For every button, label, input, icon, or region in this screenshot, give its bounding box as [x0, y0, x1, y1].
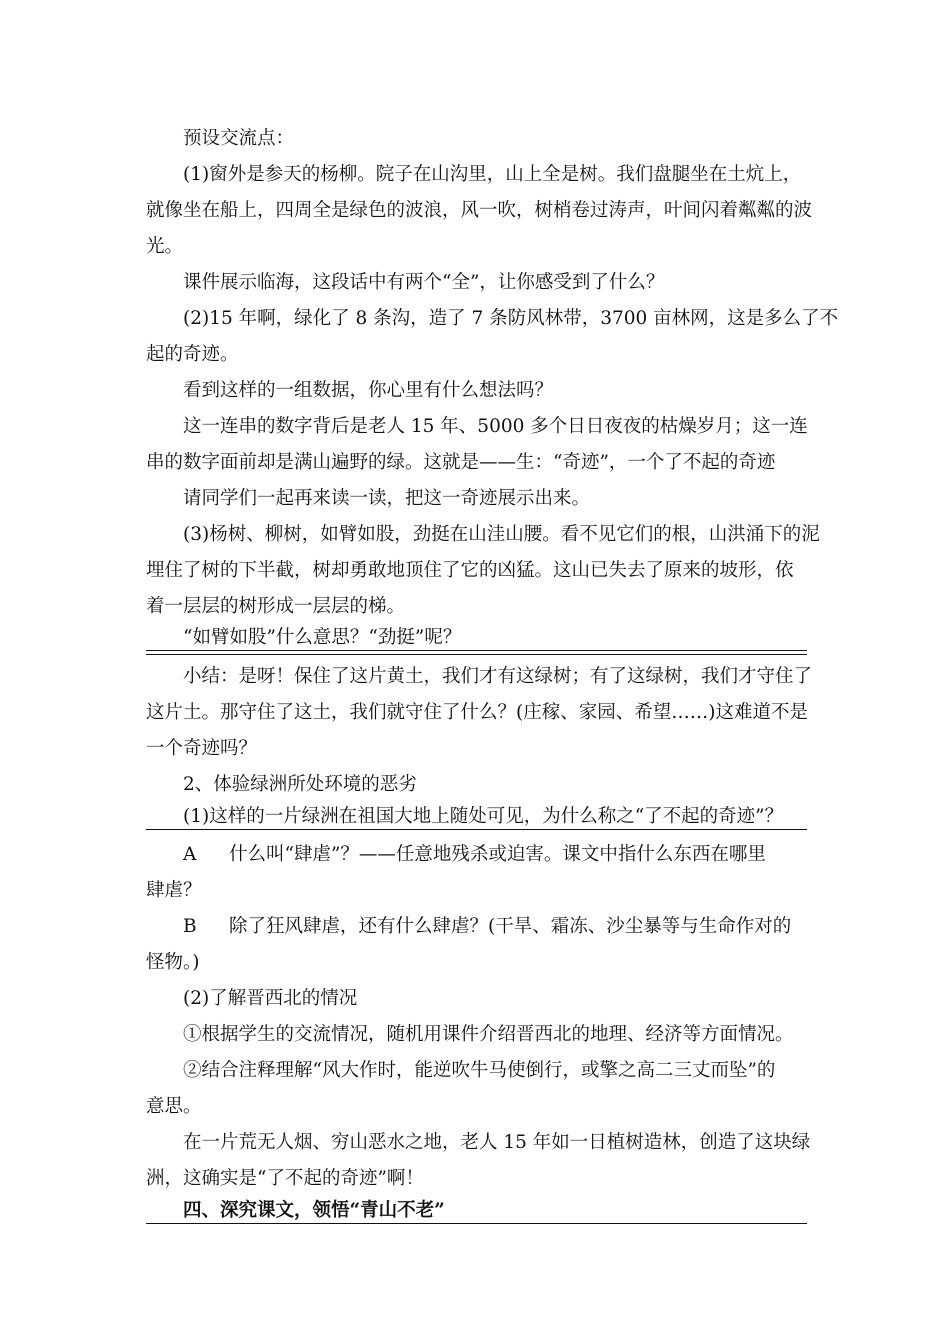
- item-label: A: [183, 844, 197, 865]
- double-rule: [146, 650, 807, 655]
- paragraph-line: 串的数字面前却是满山遍野的绿。这就是——生：“奇迹”，一个了不起的奇迹: [146, 452, 776, 473]
- paragraph-line: 在一片荒无人烟、穷山恶水之地，老人 15 年如一日植树造林，创造了这块绿: [183, 1132, 811, 1153]
- paragraph-line: 这片土。那守住了这土，我们就守住了什么？(庄稼、家园、希望……)这难道不是: [146, 702, 808, 723]
- paragraph-line: 埋住了树的下半截，树却勇敢地顶住了它的凶猛。这山已失去了原来的坡形，依: [146, 560, 794, 581]
- paragraph-line: [183, 843, 766, 867]
- paragraph-line: 怪物。): [146, 952, 200, 973]
- paragraph-line: (2)15 年啊，绿化了 8 条沟，造了 7 条防风林带，3700 亩林网，这是多么了不: [183, 308, 839, 329]
- paragraph-line: (1)窗外是参天的杨柳。院子在山沟里，山上全是树。我们盘腿坐在土炕上，: [183, 164, 802, 185]
- paragraph-line: 意思。: [146, 1096, 202, 1117]
- section-heading: 2、体验绿洲所处环境的恶劣: [183, 774, 417, 795]
- paragraph-line: 一个奇迹吗？: [146, 738, 258, 759]
- paragraph-line: 请同学们一起再来读一读，把这一奇迹展示出来。: [183, 488, 591, 509]
- paragraph-line: 肆虐？: [146, 880, 202, 901]
- paragraph-line: (3)杨树、柳树，如臂如股，劲挺在山洼山腰。看不见它们的根，山洪涌下的泥: [183, 524, 820, 545]
- paragraph-line: 起的奇迹。: [146, 344, 239, 365]
- paragraph-line: (1)这样的一片绿洲在祖国大地上随处可见，为什么称之“了不起的奇迹”？: [183, 806, 784, 827]
- underline-rule: [146, 1223, 807, 1224]
- paragraph-line: ②结合注释理解“风大作时，能逆吹牛马使倒行，或擎之高二三丈而坠”的: [183, 1060, 776, 1081]
- section-heading: 四、深究课文，领悟“青山不老”: [183, 1200, 445, 1221]
- paragraph-preset-points: 预设交流点：: [183, 128, 295, 149]
- paragraph-line: 就像坐在船上，四周全是绿色的波浪，风一吹，树梢卷过涛声，叶间闪着粼粼的波: [146, 200, 813, 221]
- paragraph-line: 小结：是呀！保住了这片黄土，我们才有这绿树；有了这绿树，我们才守住了: [183, 666, 813, 687]
- underline-rule: [146, 829, 807, 830]
- item-text: 什么叫“肆虐”？——任意地残杀或迫害。课文中指什么东西在哪里: [229, 844, 766, 865]
- paragraph-line: [183, 915, 791, 939]
- paragraph-line: 光。: [146, 236, 184, 257]
- paragraph-line: (2)了解晋西北的情况: [183, 988, 358, 1009]
- paragraph-line: ①根据学生的交流情况，随机用课件介绍晋西北的地理、经济等方面情况。: [183, 1024, 794, 1045]
- item-text: 除了狂风肆虐，还有什么肆虐？(干旱、霜冻、沙尘暴等与生命作对的: [229, 916, 792, 937]
- paragraph-line: “如臂如股”什么意思？“劲挺”呢？: [183, 627, 462, 648]
- item-label: B: [183, 916, 197, 937]
- paragraph-line: 这一连串的数字背后是老人 15 年、5000 多个日日夜夜的枯燥岁月；这一连: [183, 416, 808, 437]
- paragraph-line: 着一层层的树形成一层层的梯。: [146, 596, 406, 617]
- paragraph-line: 洲，这确实是“了不起的奇迹”啊！: [146, 1168, 424, 1189]
- paragraph-line: 课件展示临海，这段话中有两个“全”，让你感受到了什么？: [183, 272, 665, 293]
- paragraph-line: 看到这样的一组数据，你心里有什么想法吗？: [183, 380, 554, 401]
